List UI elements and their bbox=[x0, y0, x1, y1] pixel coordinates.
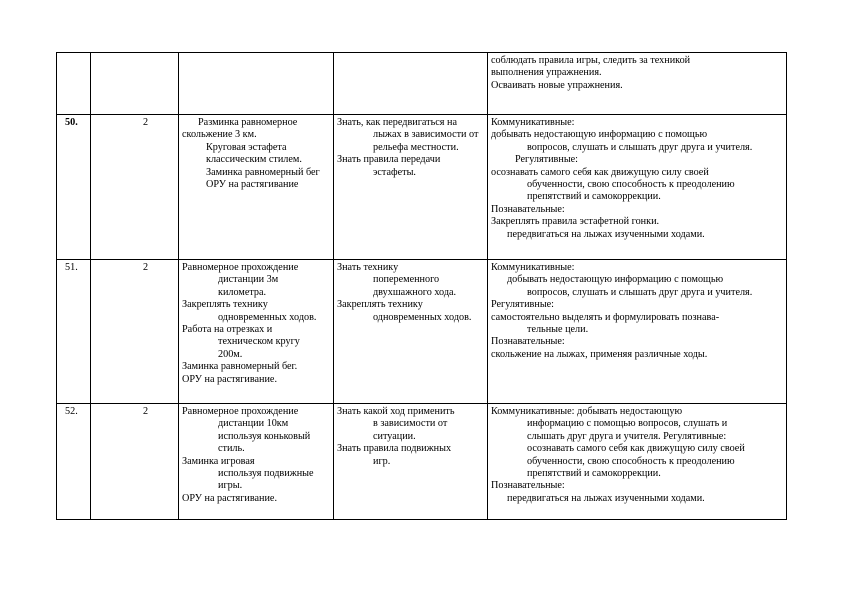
lesson-content-cell bbox=[179, 404, 334, 520]
cell-line: Познавательные: bbox=[491, 336, 565, 348]
cell-line: километра. bbox=[218, 286, 267, 298]
table-row bbox=[57, 260, 787, 404]
cell-line: 200м. bbox=[218, 348, 243, 360]
cell-line: одновременных ходов. bbox=[218, 311, 317, 323]
subject-results-cell bbox=[334, 260, 488, 404]
cell-line: Равномерное прохождение bbox=[182, 406, 299, 417]
cell-line: дистанции 10км bbox=[218, 418, 289, 430]
lesson-content-cell bbox=[179, 53, 334, 115]
subject-results-cell bbox=[334, 115, 488, 260]
cell-line: ОРУ на растягивание. bbox=[182, 492, 277, 504]
cell-line: Осваивать новые упражнения. bbox=[491, 79, 623, 91]
uud-cell bbox=[488, 404, 787, 520]
cell-line: Коммуникативные: bbox=[491, 117, 575, 128]
cell-line: скольжение 3 км. bbox=[182, 129, 257, 141]
uud-cell bbox=[488, 115, 787, 260]
cell-line: одновременных ходов. bbox=[373, 311, 472, 323]
cell-line: дистанции 3м bbox=[218, 274, 279, 286]
cell-line: Познавательные: bbox=[491, 203, 565, 215]
cell-line: используя подвижные bbox=[218, 468, 314, 480]
cell-line: попеременного bbox=[373, 274, 440, 286]
cell-line: самостоятельно выделять и формулировать познава- bbox=[491, 311, 720, 323]
cell-line: Коммуникативные: добывать недостающую bbox=[491, 406, 683, 417]
cell-line: информацию с помощью вопросов, слушать и bbox=[527, 418, 728, 430]
subject-results-cell bbox=[334, 53, 488, 115]
subject-results-cell bbox=[334, 404, 488, 520]
cell-line: Знать технику bbox=[337, 262, 399, 273]
table-row bbox=[57, 404, 787, 520]
cell-line: ОРУ на растягивание bbox=[206, 179, 299, 191]
cell-line: Заминка равномерный бег bbox=[206, 166, 320, 178]
cell-line: игры. bbox=[218, 480, 243, 492]
lesson-number-cell: 51. bbox=[57, 260, 91, 404]
cell-line: техническом кругу bbox=[218, 336, 300, 348]
cell-line: выполнения упражнения. bbox=[491, 67, 602, 79]
cell-line: скольжение на лыжах, применяя различные ходы. bbox=[491, 348, 708, 360]
cell-line: передвигаться на лыжах изученными ходами. bbox=[507, 492, 705, 504]
cell-line: эстафеты. bbox=[373, 166, 416, 178]
cell-line: Познавательные: bbox=[491, 480, 565, 492]
table-row bbox=[57, 53, 787, 115]
cell-line: ОРУ на растягивание. bbox=[182, 373, 277, 385]
cell-line: Круговая эстафета bbox=[206, 141, 287, 153]
cell-line: игр. bbox=[373, 455, 391, 467]
lesson-content-cell bbox=[179, 260, 334, 404]
table-row bbox=[57, 115, 787, 260]
cell-line: передвигаться на лыжах изученными ходами. bbox=[507, 228, 705, 240]
cell-line: вопросов, слушать и слышать друг друга и учителя. bbox=[527, 286, 753, 298]
cell-line: ситуации. bbox=[373, 430, 416, 442]
cell-line: используя коньковый bbox=[218, 430, 311, 442]
cell-line: Равномерное прохождение bbox=[182, 262, 299, 273]
cell-line: Заминка равномерный бег. bbox=[182, 361, 298, 373]
cell-line: двухшажного хода. bbox=[373, 286, 457, 298]
cell-line: Знать правила подвижных bbox=[337, 443, 452, 455]
cell-line: Закреплять технику bbox=[337, 299, 423, 311]
cell-line: тельные цели. bbox=[527, 324, 589, 336]
cell-line: слышать друг друга и учителя. Регулятивные: bbox=[527, 430, 727, 442]
cell-line: добывать недостающую информацию с помощью bbox=[507, 274, 724, 286]
cell-line: соблюдать правила игры, следить за техникой bbox=[491, 55, 691, 66]
cell-line: Регулятивные: bbox=[515, 154, 579, 166]
hours-cell: 2 bbox=[91, 115, 179, 260]
lesson-number-cell: 50. bbox=[57, 115, 91, 260]
cell-line: Заминка игровая bbox=[182, 455, 255, 467]
cell-line: Разминка равномерное bbox=[198, 117, 298, 128]
cell-line: Закреплять технику bbox=[182, 299, 268, 311]
hours-cell: 2 bbox=[91, 260, 179, 404]
cell-line: осознавать самого себя как движущую силу своей bbox=[527, 443, 745, 455]
uud-cell bbox=[488, 260, 787, 404]
uud-cell bbox=[488, 53, 787, 115]
cell-line: обученности, свою способность к преодолению bbox=[527, 455, 735, 467]
cell-line: в зависимости от bbox=[373, 418, 448, 430]
cell-line: добывать недостающую информацию с помощью bbox=[491, 129, 708, 141]
cell-line: Знать правила передачи bbox=[337, 154, 441, 166]
cell-line: Знать, как передвигаться на bbox=[337, 117, 457, 128]
hours-cell bbox=[91, 53, 179, 115]
cell-line: обученности, свою способность к преодолению bbox=[527, 179, 735, 191]
cell-line: Знать какой ход применить bbox=[337, 406, 455, 417]
lesson-number-cell: 52. bbox=[57, 404, 91, 520]
lesson-content-cell bbox=[179, 115, 334, 260]
cell-line: Регулятивные: bbox=[491, 299, 555, 311]
hours-cell: 2 bbox=[91, 404, 179, 520]
cell-line: лыжах в зависимости от bbox=[373, 129, 479, 141]
cell-line: Закреплять правила эстафетной гонки. bbox=[491, 216, 660, 228]
cell-line: стиль. bbox=[218, 443, 245, 455]
lesson-plan-table bbox=[56, 52, 787, 520]
cell-line: Работа на отрезках и bbox=[182, 324, 273, 336]
cell-line: рельефа местности. bbox=[373, 141, 459, 153]
cell-line: классическим стилем. bbox=[206, 154, 302, 166]
cell-line: вопросов, слушать и слышать друг друга и учителя. bbox=[527, 141, 753, 153]
cell-line: препятствий и самокоррекции. bbox=[527, 191, 661, 203]
cell-line: препятствий и самокоррекции. bbox=[527, 468, 661, 480]
cell-line: осознавать самого себя как движущую силу своей bbox=[491, 166, 709, 178]
lesson-number-cell bbox=[57, 53, 91, 115]
cell-line: Коммуникативные: bbox=[491, 262, 575, 273]
